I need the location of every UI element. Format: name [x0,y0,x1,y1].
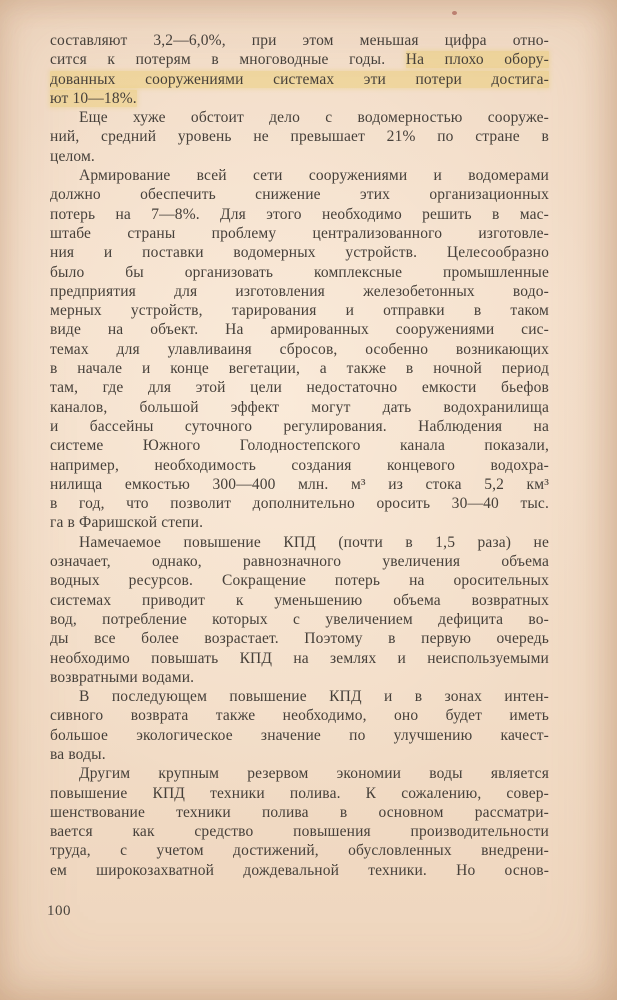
text-line [50,147,549,166]
text-segment: возвратными водами. [50,668,195,686]
text-segment: большое экологическое значение по улучшению качест- [50,726,549,744]
body-text-column [50,31,549,880]
text-line [50,822,549,841]
text-segment: системе Южного Голодностепского канала показали, [50,437,549,455]
text-line [50,726,549,745]
text-line [50,591,549,610]
paragraph [50,166,549,533]
text-line [50,552,549,571]
text-segment: целом. [50,147,95,165]
text-segment: необходимо повышать КПД на землях и неиспользуемыми [50,649,549,667]
text-line [50,243,549,262]
text-segment: Еще хуже обстоит дело с водомерностью сооруже- [79,109,549,127]
text-line [50,668,549,687]
text-line [50,359,549,378]
text-segment: должно обеспечить снижение этих организационных [50,186,549,204]
text-segment: мерных устройств, тарирования и отправки в таком [50,302,549,320]
text-segment: ва воды. [50,745,106,763]
text-line [50,31,549,50]
text-segment: труда, с учетом достижений, обусловленных внедрени- [50,842,549,860]
text-segment: ния и поставки водомерных устройств. Целесообразно [50,244,549,262]
highlighted-text: дованных сооружениями системах эти потери достига- [50,70,549,88]
paragraph [50,764,549,880]
text-segment: каналов, большой эффект могут дать водохранилища [50,398,549,416]
text-segment: вается как средство повышения производительности [50,823,549,841]
text-line [50,571,549,590]
text-line [50,340,549,359]
text-segment: водных ресурсов. Сокращение потерь на оросительных [50,572,549,590]
text-line [50,494,549,513]
text-line [50,745,549,764]
scan-artifact-speck [452,11,457,15]
text-line [50,649,549,668]
text-line [50,70,549,89]
text-segment: и бассейны суточного регулирования. Наблюдения на [50,417,549,435]
text-segment: шенствование техники полива в основном рассматри- [50,803,549,821]
text-segment: сится к потерям в многоводные годы. [50,51,406,69]
highlighted-text: На плохо обору- [405,51,549,69]
text-line [50,629,549,648]
text-segment: было бы организовать комплексные промышленные [50,263,549,281]
text-segment: га в Фаришской степи. [50,514,204,532]
text-line [50,610,549,629]
text-segment: темах для улавливаиня сбросов, особенно возникающих [50,340,549,358]
paragraph [50,31,549,108]
paragraph [50,108,549,166]
text-segment: нилища емкостью 300—400 млн. м³ из стока 5,2 км³ [50,475,549,493]
text-segment: потерь на 7—8%. Для этого необходимо решить в мас- [50,205,549,223]
text-segment: виде на объект. На армированных сооружениями сис- [50,321,549,339]
text-line [50,378,549,397]
text-segment: в начале и конце вегетации, а также в ночной период [50,360,549,378]
text-segment: Армирование всей сети сооружениями и водомерами [79,167,549,185]
paragraph [50,687,549,764]
text-segment: ды все более возрастает. Поэтому в первую очередь [50,630,549,648]
text-segment: ем широкозахватной дождевальной техники. Но основ- [50,861,549,879]
text-line [50,108,549,127]
text-line [50,263,549,282]
text-segment: В последующем повышение КПД и в зонах интен- [79,688,549,706]
text-segment: означает, однако, равнозначного увеличения объема [50,553,549,571]
text-segment: штабе страны проблему централизованного изготовле- [50,224,549,242]
text-line [50,803,549,822]
text-segment: Другим крупным резервом экономии воды является [79,765,549,783]
text-segment: сивного возврата также необходимо, оно будет иметь [50,707,549,725]
text-segment: в год, что позволит дополнительно оросить 30—40 тыс. [50,495,549,513]
page-number: 100 [47,903,71,919]
text-line [50,205,549,224]
text-segment: Намечаемое повышение КПД (почти в 1,5 раза) не [79,533,549,551]
text-line [50,89,549,108]
text-line [50,301,549,320]
text-segment: там, где для этой цели недостаточно емкости бьефов [50,379,549,397]
text-line [50,282,549,301]
text-segment: составляют 3,2—6,0%, при этом меньшая цифра отно- [50,32,549,49]
text-segment: вод, потребление которых с увеличением дефицита во- [50,610,549,628]
text-line [50,185,549,204]
text-line [50,706,549,725]
text-segment: ний, средний уровень не превышает 21% по стране в [50,128,549,146]
text-line [50,127,549,146]
text-line [50,436,549,455]
text-segment: предприятия для изготовления железобетонных водо- [50,282,549,300]
text-line [50,764,549,783]
text-line [50,784,549,803]
text-line [50,50,549,69]
text-line [50,320,549,339]
text-line [50,841,549,860]
text-line [50,687,549,706]
text-line [50,513,549,532]
text-line [50,417,549,436]
text-line [50,224,549,243]
text-line [50,861,549,880]
text-line [50,398,549,417]
text-segment: повышение КПД техники полива. К сожалению, совер- [50,784,549,802]
text-line [50,166,549,185]
paragraph [50,533,549,687]
text-segment: системах приводит к уменьшению объема возвратных [50,591,549,609]
text-segment: например, необходимость создания концевого водохра- [50,456,549,474]
text-line [50,456,549,475]
text-line [50,533,549,552]
highlighted-text: ют 10—18%. [50,89,137,107]
text-line [50,475,549,494]
